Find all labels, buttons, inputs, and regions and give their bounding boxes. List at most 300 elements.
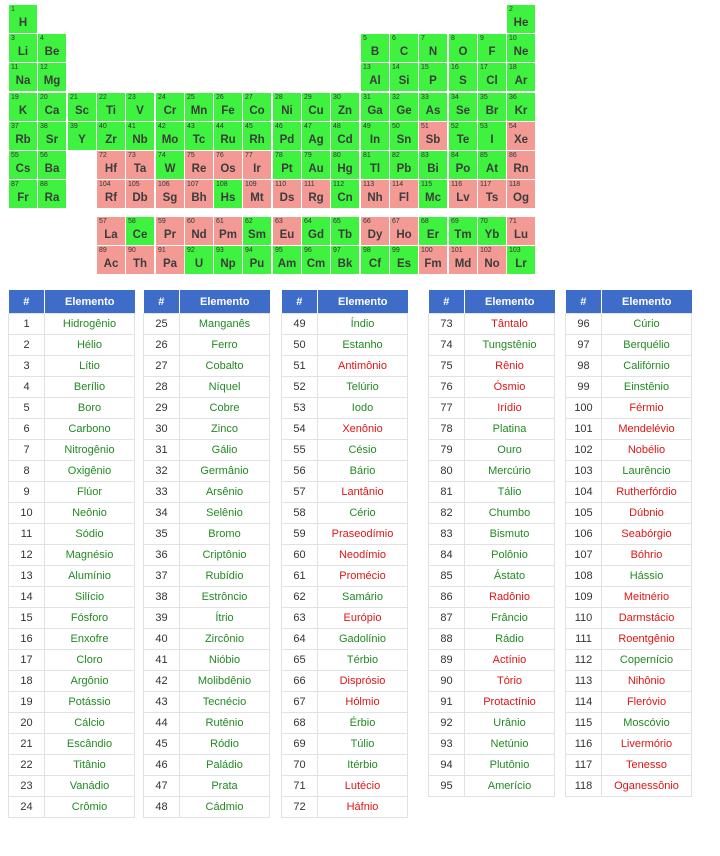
element-cell-no [478,246,506,274]
element-name: Sódio [45,524,135,545]
table-row [282,692,408,713]
element-name: Livermório [602,734,692,755]
element-symbol: Hg [337,163,353,175]
element-cell-k [9,93,37,121]
element-symbol: P [429,75,437,87]
atomic-number: 52 [451,123,459,130]
row-number: 11 [9,524,45,545]
element-cell-bk [331,246,359,274]
element-cell-mn [185,93,213,121]
element-cell-ho [390,217,418,245]
table-row [9,524,135,545]
element-symbol: La [104,229,118,241]
row-number: 107 [566,545,602,566]
element-name: Índio [318,314,408,335]
element-symbol: Bh [191,192,207,204]
element-symbol: K [18,105,28,117]
atomic-number: 82 [392,152,400,159]
row-number: 47 [144,776,180,797]
table-row [282,545,408,566]
atomic-number: 40 [99,123,107,130]
element-name: Plutônio [465,755,555,776]
table-row [566,503,692,524]
table-row [144,440,270,461]
element-cell-b [361,34,389,62]
atomic-number: 15 [421,64,429,71]
element-cell-ts [478,180,506,208]
element-name: Paládio [180,755,270,776]
row-number: 68 [282,713,318,734]
element-cell-cu [302,93,330,121]
atomic-number: 101 [451,247,463,254]
atomic-number: 93 [216,247,224,254]
atomic-number: 104 [99,181,111,188]
table-row [429,461,555,482]
atomic-number: 17 [480,64,488,71]
table-row [566,398,692,419]
atomic-number: 110 [275,181,287,188]
row-number: 21 [9,734,45,755]
element-cell-mo [156,122,184,150]
atomic-number: 94 [245,247,253,254]
element-symbol: As [425,105,441,117]
atomic-number: 81 [363,152,371,159]
atomic-number: 5 [363,35,367,42]
element-symbol: Yb [484,229,500,241]
element-symbol: Pt [281,163,293,175]
element-cell-c [390,34,418,62]
row-number: 78 [429,419,465,440]
row-number: 43 [144,692,180,713]
element-symbol: Pa [162,258,178,270]
table-row [282,377,408,398]
element-cell-ca [38,93,66,121]
table-row [282,482,408,503]
element-cell-lv [449,180,477,208]
element-symbol: Cu [308,105,324,117]
header-number: # [429,290,465,314]
element-cell-rn [507,151,535,179]
atomic-number: 49 [363,123,371,130]
table-row [9,377,135,398]
row-number: 100 [566,398,602,419]
element-cell-si [390,63,418,91]
atomic-number: 112 [333,181,345,188]
element-name: Oxigênio [45,461,135,482]
element-symbol: Mg [43,75,61,87]
header-element: Elemento [465,290,555,314]
row-number: 52 [282,377,318,398]
element-symbol: Nh [367,192,383,204]
element-name: Amerício [465,776,555,797]
row-number: 112 [566,650,602,671]
element-cell-sg [156,180,184,208]
table-row [282,734,408,755]
row-number: 48 [144,797,180,818]
element-name: Fleróvio [602,692,692,713]
row-number: 45 [144,734,180,755]
element-name: Tecnécio [180,692,270,713]
row-number: 116 [566,734,602,755]
row-number: 69 [282,734,318,755]
element-cell-md [449,246,477,274]
element-symbol: Sr [45,134,59,146]
element-name: Crômio [45,797,135,818]
element-name: Irídio [465,398,555,419]
element-symbol: Ts [485,192,499,204]
element-cell-co [243,93,271,121]
element-symbol: O [458,46,468,58]
element-cell-lu [507,217,535,245]
table-row [144,482,270,503]
row-number: 50 [282,335,318,356]
atomic-number: 51 [421,123,429,130]
element-name: Háfnio [318,797,408,818]
row-number: 55 [282,440,318,461]
element-name: Neônio [45,503,135,524]
atomic-number: 73 [128,152,136,159]
table-row [429,419,555,440]
atomic-number: 80 [333,152,341,159]
table-row [282,566,408,587]
atomic-number: 42 [158,123,166,130]
table-row [429,629,555,650]
element-name: Ferro [180,335,270,356]
element-name: Césio [318,440,408,461]
table-row [9,398,135,419]
element-name: Hólmio [318,692,408,713]
atomic-number: 53 [480,123,488,130]
element-name: Tungstênio [465,335,555,356]
atomic-number: 66 [363,218,371,225]
atomic-number: 9 [480,35,484,42]
row-number: 114 [566,692,602,713]
table-row [144,566,270,587]
table-row [282,335,408,356]
element-name: Érbio [318,713,408,734]
element-name: Rádio [465,629,555,650]
element-symbol: Tc [192,134,206,146]
atomic-number: 60 [187,218,195,225]
element-name: Nihônio [602,671,692,692]
atomic-number: 12 [40,64,48,71]
element-symbol: Nd [191,229,207,241]
row-number: 39 [144,608,180,629]
header-number: # [282,290,318,314]
element-symbol: Be [44,46,60,58]
element-table-2 [143,290,270,818]
element-cell-ce [126,217,154,245]
table-row [566,629,692,650]
element-name: Carbono [45,419,135,440]
element-name: Níquel [180,377,270,398]
element-name: Rênio [465,356,555,377]
element-cell-u [185,246,213,274]
atomic-number: 23 [128,94,136,101]
element-cell-p [419,63,447,91]
element-name: Samário [318,587,408,608]
element-cell-au [302,151,330,179]
element-cell-os [214,151,242,179]
table-row [566,713,692,734]
row-number: 66 [282,671,318,692]
table-row [282,608,408,629]
element-name: Ósmio [465,377,555,398]
element-cell-kr [507,93,535,121]
element-name: Disprósio [318,671,408,692]
element-cell-es [390,246,418,274]
table-row [144,503,270,524]
atomic-number: 24 [158,94,166,101]
table-row [429,503,555,524]
element-name: Magnésio [45,545,135,566]
element-cell-pa [156,246,184,274]
element-name: Mercúrio [465,461,555,482]
row-number: 96 [566,314,602,335]
atomic-number: 117 [480,181,492,188]
element-cell-cn [331,180,359,208]
element-symbol: Cf [368,258,382,270]
row-number: 87 [429,608,465,629]
element-symbol: Og [513,192,529,204]
element-symbol: Po [455,163,471,175]
table-row [144,335,270,356]
element-cell-mg [38,63,66,91]
element-name: Arsênio [180,482,270,503]
element-cell-sn [390,122,418,150]
element-symbol: Co [249,105,265,117]
table-row [566,671,692,692]
element-symbol: Sg [162,192,178,204]
table-row [144,629,270,650]
table-row [429,398,555,419]
element-table-3 [281,290,408,818]
element-name: Európio [318,608,408,629]
row-number: 34 [144,503,180,524]
table-row [282,629,408,650]
element-symbol: Th [132,258,148,270]
element-name: Neodímio [318,545,408,566]
table-row [429,335,555,356]
element-name: Hidrogênio [45,314,135,335]
table-row [566,356,692,377]
table-row [429,482,555,503]
row-number: 98 [566,356,602,377]
row-number: 7 [9,440,45,461]
element-symbol: Mc [425,192,441,204]
row-number: 26 [144,335,180,356]
row-number: 27 [144,356,180,377]
element-name: Berílio [45,377,135,398]
atomic-number: 116 [451,181,463,188]
element-cell-li [9,34,37,62]
table-row [282,419,408,440]
atomic-number: 107 [187,181,199,188]
element-name: Copernício [602,650,692,671]
table-row [144,461,270,482]
row-number: 10 [9,503,45,524]
element-symbol: Cl [486,75,498,87]
row-number: 70 [282,755,318,776]
element-cell-rh [243,122,271,150]
element-symbol: Hf [104,163,118,175]
element-cell-s [449,63,477,91]
element-symbol: Bi [427,163,439,175]
table-row [144,377,270,398]
row-number: 57 [282,482,318,503]
table-row [282,776,408,797]
element-name: Lutécio [318,776,408,797]
atomic-number: 57 [99,218,107,225]
table-row [9,797,135,818]
table-row [9,419,135,440]
row-number: 60 [282,545,318,566]
element-name: Cádmio [180,797,270,818]
atomic-number: 74 [158,152,166,159]
element-cell-ag [302,122,330,150]
element-symbol: I [490,134,494,146]
atomic-number: 103 [509,247,521,254]
table-row [9,440,135,461]
row-number: 15 [9,608,45,629]
row-number: 109 [566,587,602,608]
row-number: 67 [282,692,318,713]
table-row [566,587,692,608]
element-symbol: He [513,17,529,29]
element-symbol: Fe [221,105,235,117]
element-cell-zr [97,122,125,150]
table-row [144,608,270,629]
table-row [144,419,270,440]
element-cell-zn [331,93,359,121]
element-name: Bário [318,461,408,482]
table-row [429,356,555,377]
element-symbol: Ho [396,229,412,241]
element-name: Roentgênio [602,629,692,650]
element-symbol: Kr [514,105,528,117]
element-symbol: Ca [44,105,60,117]
row-number: 5 [9,398,45,419]
element-cell-rg [302,180,330,208]
table-row [282,398,408,419]
row-number: 17 [9,650,45,671]
element-symbol: Fm [424,258,442,270]
row-number: 18 [9,671,45,692]
element-symbol: Cm [306,258,326,270]
element-name: Oganessônio [602,776,692,797]
table-row [9,629,135,650]
element-name: Potássio [45,692,135,713]
atomic-number: 50 [392,123,400,130]
element-name: Actínio [465,650,555,671]
element-name: Cobre [180,398,270,419]
element-symbol: Md [454,258,472,270]
row-number: 13 [9,566,45,587]
row-number: 76 [429,377,465,398]
table-row [9,566,135,587]
element-cell-re [185,151,213,179]
element-name: Escândio [45,734,135,755]
table-row [144,692,270,713]
row-number: 106 [566,524,602,545]
atomic-number: 79 [304,152,312,159]
element-symbol: B [370,46,380,58]
row-number: 105 [566,503,602,524]
atomic-number: 70 [480,218,488,225]
element-symbol: Cd [337,134,353,146]
element-cell-pr [156,217,184,245]
table-row [429,776,555,797]
atomic-number: 59 [158,218,166,225]
element-name: Nióbio [180,650,270,671]
element-symbol: Ti [105,105,116,117]
row-number: 24 [9,797,45,818]
element-cell-nb [126,122,154,150]
element-cell-po [449,151,477,179]
atomic-number: 37 [11,123,19,130]
atomic-number: 86 [509,152,517,159]
atomic-number: 77 [245,152,253,159]
atomic-number: 19 [11,94,19,101]
element-table-1 [8,290,135,818]
table-row [282,755,408,776]
element-symbol: Ge [396,105,412,117]
element-cell-se [449,93,477,121]
element-symbol: Er [426,229,440,241]
table-row [566,482,692,503]
atomic-number: 11 [11,64,19,71]
element-symbol: Ds [279,192,295,204]
element-symbol: Fl [398,192,410,204]
row-number: 29 [144,398,180,419]
header-number: # [9,290,45,314]
row-number: 40 [144,629,180,650]
element-name: Nitrogênio [45,440,135,461]
atomic-number: 88 [40,181,48,188]
atomic-number: 21 [70,94,78,101]
element-name: Fósforo [45,608,135,629]
table-row [9,461,135,482]
element-symbol: Tl [369,163,381,175]
element-cell-cl [478,63,506,91]
atomic-number: 64 [304,218,312,225]
element-symbol: Pr [163,229,177,241]
element-symbol: S [459,75,467,87]
element-symbol: Mt [250,192,264,204]
element-name: Berquélio [602,335,692,356]
atomic-number: 99 [392,247,400,254]
element-symbol: Rf [104,192,118,204]
element-cell-db [126,180,154,208]
element-name: Darmstácio [602,608,692,629]
element-cell-cr [156,93,184,121]
element-symbol: Cr [163,105,177,117]
element-name: Estanho [318,335,408,356]
atomic-number: 91 [158,247,166,254]
element-name: Zinco [180,419,270,440]
element-symbol: Db [132,192,148,204]
table-row [144,671,270,692]
element-cell-gd [302,217,330,245]
atomic-number: 62 [245,218,253,225]
element-cell-tb [331,217,359,245]
element-cell-y [68,122,96,150]
element-name: Flúor [45,482,135,503]
atomic-number: 13 [363,64,371,71]
atomic-number: 32 [392,94,400,101]
element-cell-er [419,217,447,245]
element-cell-la [97,217,125,245]
